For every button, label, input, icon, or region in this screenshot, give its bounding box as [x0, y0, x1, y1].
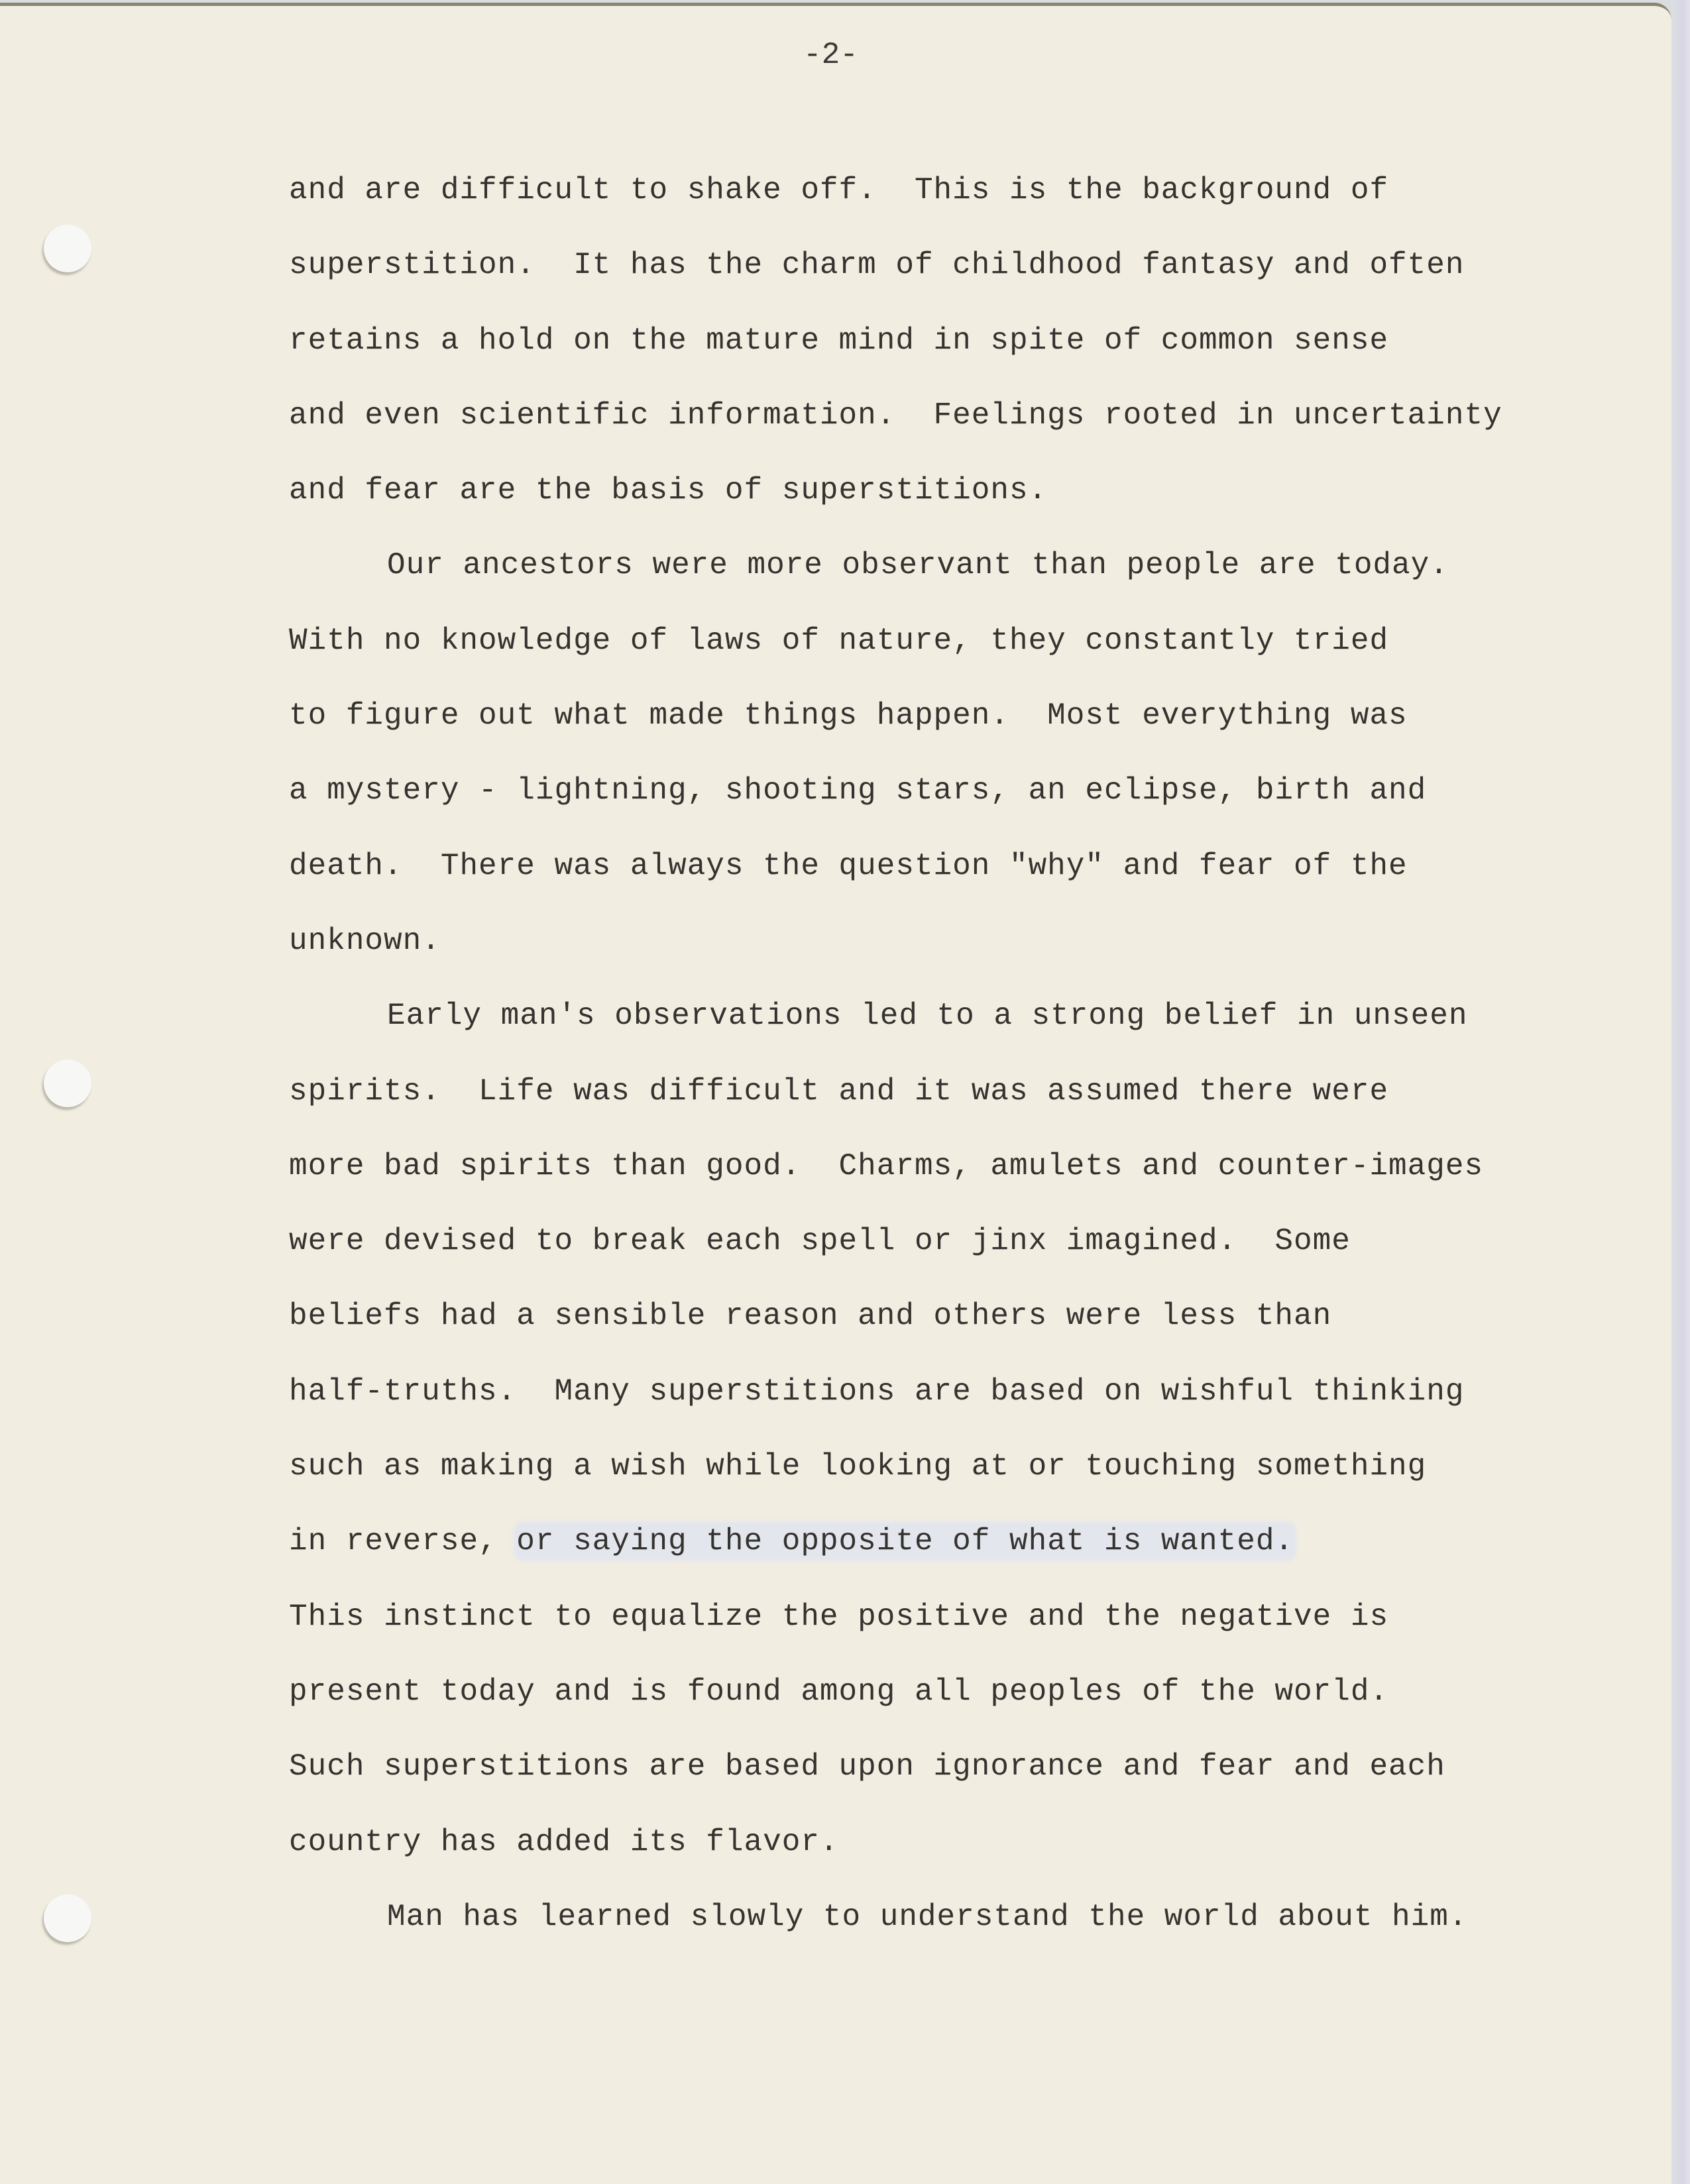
punch-hole-bottom: [44, 1894, 91, 1942]
text-line: a mystery - lightning, shooting stars, an eclipse, birth and: [289, 773, 1427, 808]
text-line: and fear are the basis of superstitions.: [289, 473, 1048, 508]
text-segment: in reverse,: [289, 1524, 517, 1559]
text-line: and are difficult to shake off. This is the background of: [289, 173, 1389, 207]
text-line: spirits. Life was difficult and it was assumed there were: [289, 1073, 1389, 1109]
text-line: were devised to break each spell or jinx imagined. Some: [289, 1224, 1351, 1259]
page-number: -2-: [803, 38, 858, 72]
text-line-corrected: [289, 1504, 1601, 1579]
text-line: unknown.: [289, 923, 441, 958]
text-line: present today and is found among all peoples of the world.: [289, 1674, 1389, 1709]
text-line: retains a hold on the mature mind in spite of common sense: [289, 323, 1389, 358]
scan-edge: [1671, 0, 1690, 2184]
text-line: Such superstitions are based upon ignorance and fear and each: [289, 1749, 1445, 1784]
correction-fluid-overtype: or saying the opposite of what is wanted.: [516, 1524, 1294, 1559]
paragraph-start: Early man's observations led to a strong belief in unseen: [387, 999, 1468, 1034]
text-line: to figure out what made things happen. Most everything was: [289, 698, 1408, 734]
punch-hole-middle: [44, 1060, 91, 1107]
text-line: such as making a wish while looking at or touching something: [289, 1449, 1427, 1484]
paragraph-start: Our ancestors were more observant than people are today.: [387, 548, 1449, 583]
text-line: This instinct to equalize the positive and the negative is: [289, 1599, 1389, 1634]
text-line: half-truths. Many superstitions are based on wishful thinking: [289, 1374, 1465, 1409]
text-line: With no knowledge of laws of nature, they constantly tried: [289, 623, 1389, 658]
text-line: superstition. It has the charm of childhood fantasy and often: [289, 248, 1465, 283]
text-line: beliefs had a sensible reason and others were less than: [289, 1299, 1332, 1334]
text-line: death. There was always the question "why" and fear of the: [289, 848, 1408, 883]
punch-hole-top: [44, 225, 91, 272]
text-line: more bad spirits than good. Charms, amulets and counter-images: [289, 1148, 1484, 1183]
text-line: and even scientific information. Feelings rooted in uncertainty: [289, 398, 1502, 433]
document-page: [0, 3, 1671, 2184]
paragraph-start: Man has learned slowly to understand the world about him.: [387, 1899, 1468, 1934]
body-text: [289, 153, 1601, 1955]
text-line: country has added its flavor.: [289, 1824, 839, 1859]
